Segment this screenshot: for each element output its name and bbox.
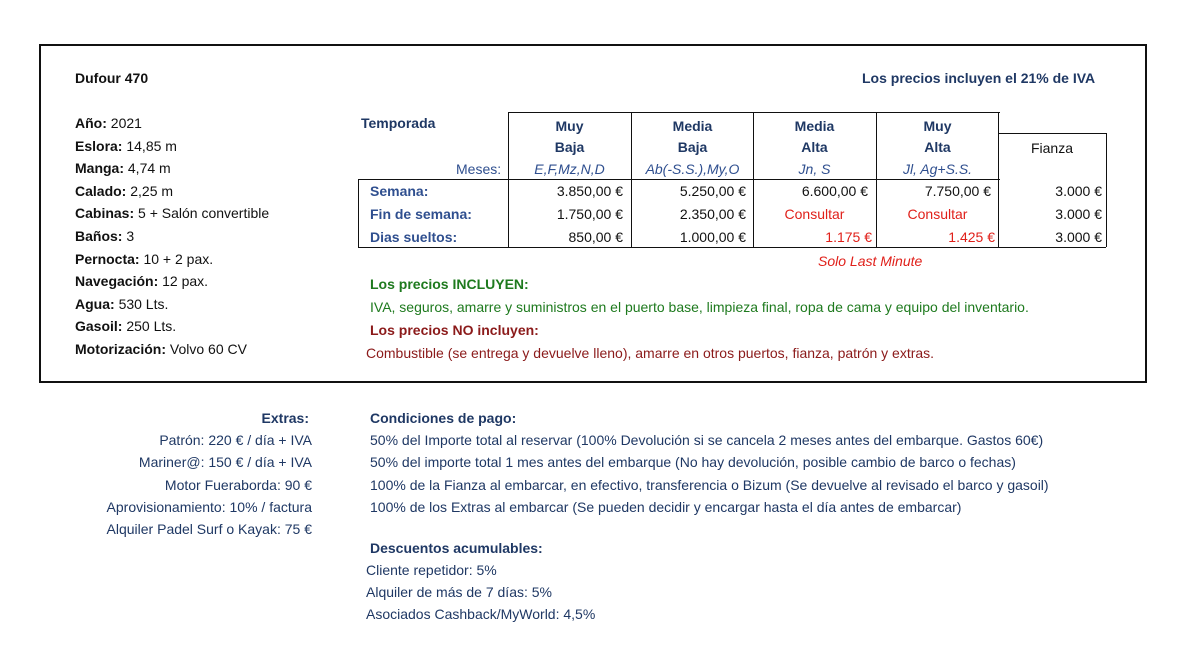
spec-value: 12 pax. [162, 273, 209, 290]
price-cell: 850,00 € [568, 229, 623, 245]
discount-item: Alquiler de más de 7 días: 5% [366, 584, 552, 600]
fianza-cell: 3.000 € [1055, 183, 1102, 199]
price-cell: 6.600,00 € [801, 183, 868, 199]
spec-value: 14,85 m [126, 137, 177, 154]
spec-label: Pernocta: [75, 250, 140, 267]
boat-name: Dufour 470 [75, 70, 149, 86]
spec-row [75, 251, 213, 267]
spec-label: Eslora: [75, 137, 123, 154]
spec-label: Navegación: [75, 273, 159, 290]
spec-row [75, 138, 177, 154]
extra-item: Mariner@: 150 € / día + IVA [138, 454, 312, 471]
iva-note: Los precios incluyen el 21% de IVA [862, 70, 1096, 86]
spec-label: Agua: [75, 295, 115, 312]
season-line1: Media [672, 118, 713, 134]
price-cell: 1.000,00 € [679, 229, 746, 245]
price-cell: 3.850,00 € [556, 183, 623, 199]
season-months: Ab(-S.S.),My,O [645, 161, 740, 177]
price-cell: 1.425 € [948, 229, 995, 245]
spec-row [75, 205, 269, 221]
spec-value: 5 + Salón convertible [138, 205, 270, 222]
fianza-cell: 3.000 € [1055, 229, 1102, 245]
season-line1: Muy [555, 118, 584, 134]
price-cell: 1.175 € [825, 229, 872, 245]
meses-label: Meses: [456, 161, 502, 177]
not-includes-title: Los precios NO incluyen: [370, 322, 539, 338]
discount-item: Cliente repetidor: 5% [366, 562, 497, 578]
last-minute-note: Solo Last Minute [818, 253, 923, 269]
spec-value: 2,25 m [130, 182, 174, 199]
payment-item: 50% del Importe total al reservar (100% Devolución si se cancela 2 meses antes del embarque. Gastos 60€) [370, 432, 1044, 448]
fianza-cell: 3.000 € [1055, 206, 1102, 222]
spec-row [75, 341, 247, 357]
spec-value: 10 + 2 pax. [143, 250, 214, 267]
spec-row [75, 228, 134, 244]
spec-value: 530 Lts. [118, 295, 169, 312]
price-cell: 2.350,00 € [679, 206, 746, 222]
spec-value: 3 [126, 228, 135, 244]
extra-item: Alquiler Padel Surf o Kayak: 75 € [106, 521, 312, 538]
spec-row [75, 296, 168, 312]
season-line1: Muy [923, 118, 952, 134]
price-cell: 1.750,00 € [556, 206, 623, 222]
season-months: E,F,Mz,N,D [534, 161, 605, 177]
price-cell: Consultar [784, 206, 845, 222]
spec-label: Cabinas: [75, 205, 135, 222]
discount-item: Asociados Cashback/MyWorld: 4,5% [366, 606, 596, 622]
fianza-header: Fianza [1030, 140, 1074, 156]
payment-item: 100% de los Extras al embarcar (Se pueden decidir y encargar hasta el día antes de embarcar) [370, 498, 962, 515]
price-cell: 7.750,00 € [924, 183, 991, 199]
payment-title: Condiciones de pago: [370, 410, 517, 426]
includes-title: Los precios INCLUYEN: [370, 276, 529, 292]
row-label: Semana: [370, 183, 429, 199]
spec-row [75, 318, 176, 334]
spec-label: Baños: [75, 228, 123, 244]
not-includes-text: Combustible (se entrega y devuelve lleno), amarre en otros puertos, fianza, patrón y extras. [366, 345, 935, 361]
spec-row [75, 115, 142, 131]
extra-item: Patrón: 220 € / día + IVA [159, 432, 312, 448]
spec-row [75, 160, 171, 176]
spec-label: Gasoil: [75, 318, 123, 335]
payment-item: 50% del importe total 1 mes antes del embarque (No hay devolución, posible cambio de barco o fechas) [370, 454, 1016, 471]
extras-title: Extras: [261, 410, 309, 426]
payment-item: 100% de la Fianza al embarcar, en efectivo, transferencia o Bizum (Se devuelve al revisado el barco y gasoil) [370, 476, 1049, 493]
season-line2: Alta [924, 139, 951, 155]
spec-label: Motorización: [75, 341, 166, 357]
season-months: Jn, S [798, 161, 831, 177]
spec-label: Año: [75, 115, 107, 131]
season-line2: Baja [554, 139, 585, 155]
season-line1: Media [794, 118, 835, 134]
spec-value: Volvo 60 CV [169, 341, 247, 357]
spec-label: Calado: [75, 182, 127, 199]
season-line2: Baja [677, 139, 708, 155]
spec-value: 2021 [110, 115, 142, 131]
extra-item: Motor Fueraborda: 90 € [164, 476, 312, 493]
price-cell: Consultar [907, 206, 968, 222]
temporada-label: Temporada [361, 115, 436, 131]
spec-value: 250 Lts. [126, 318, 177, 335]
spec-value: 4,74 m [127, 160, 171, 177]
spec-row [75, 183, 173, 199]
spec-row [75, 273, 208, 289]
season-months: Jl, Ag+S.S. [902, 161, 973, 177]
season-line2: Alta [801, 139, 828, 155]
spec-label: Manga: [75, 160, 124, 177]
row-label: Dias sueltos: [370, 229, 458, 245]
includes-text: IVA, seguros, amarre y suministros en el puerto base, limpieza final, ropa de cama y equipo del inventario. [370, 299, 1029, 315]
price-cell: 5.250,00 € [679, 183, 746, 199]
extra-item: Aprovisionamiento: 10% / factura [106, 498, 312, 515]
discounts-title: Descuentos acumulables: [370, 540, 543, 556]
row-label: Fin de semana: [370, 206, 472, 222]
